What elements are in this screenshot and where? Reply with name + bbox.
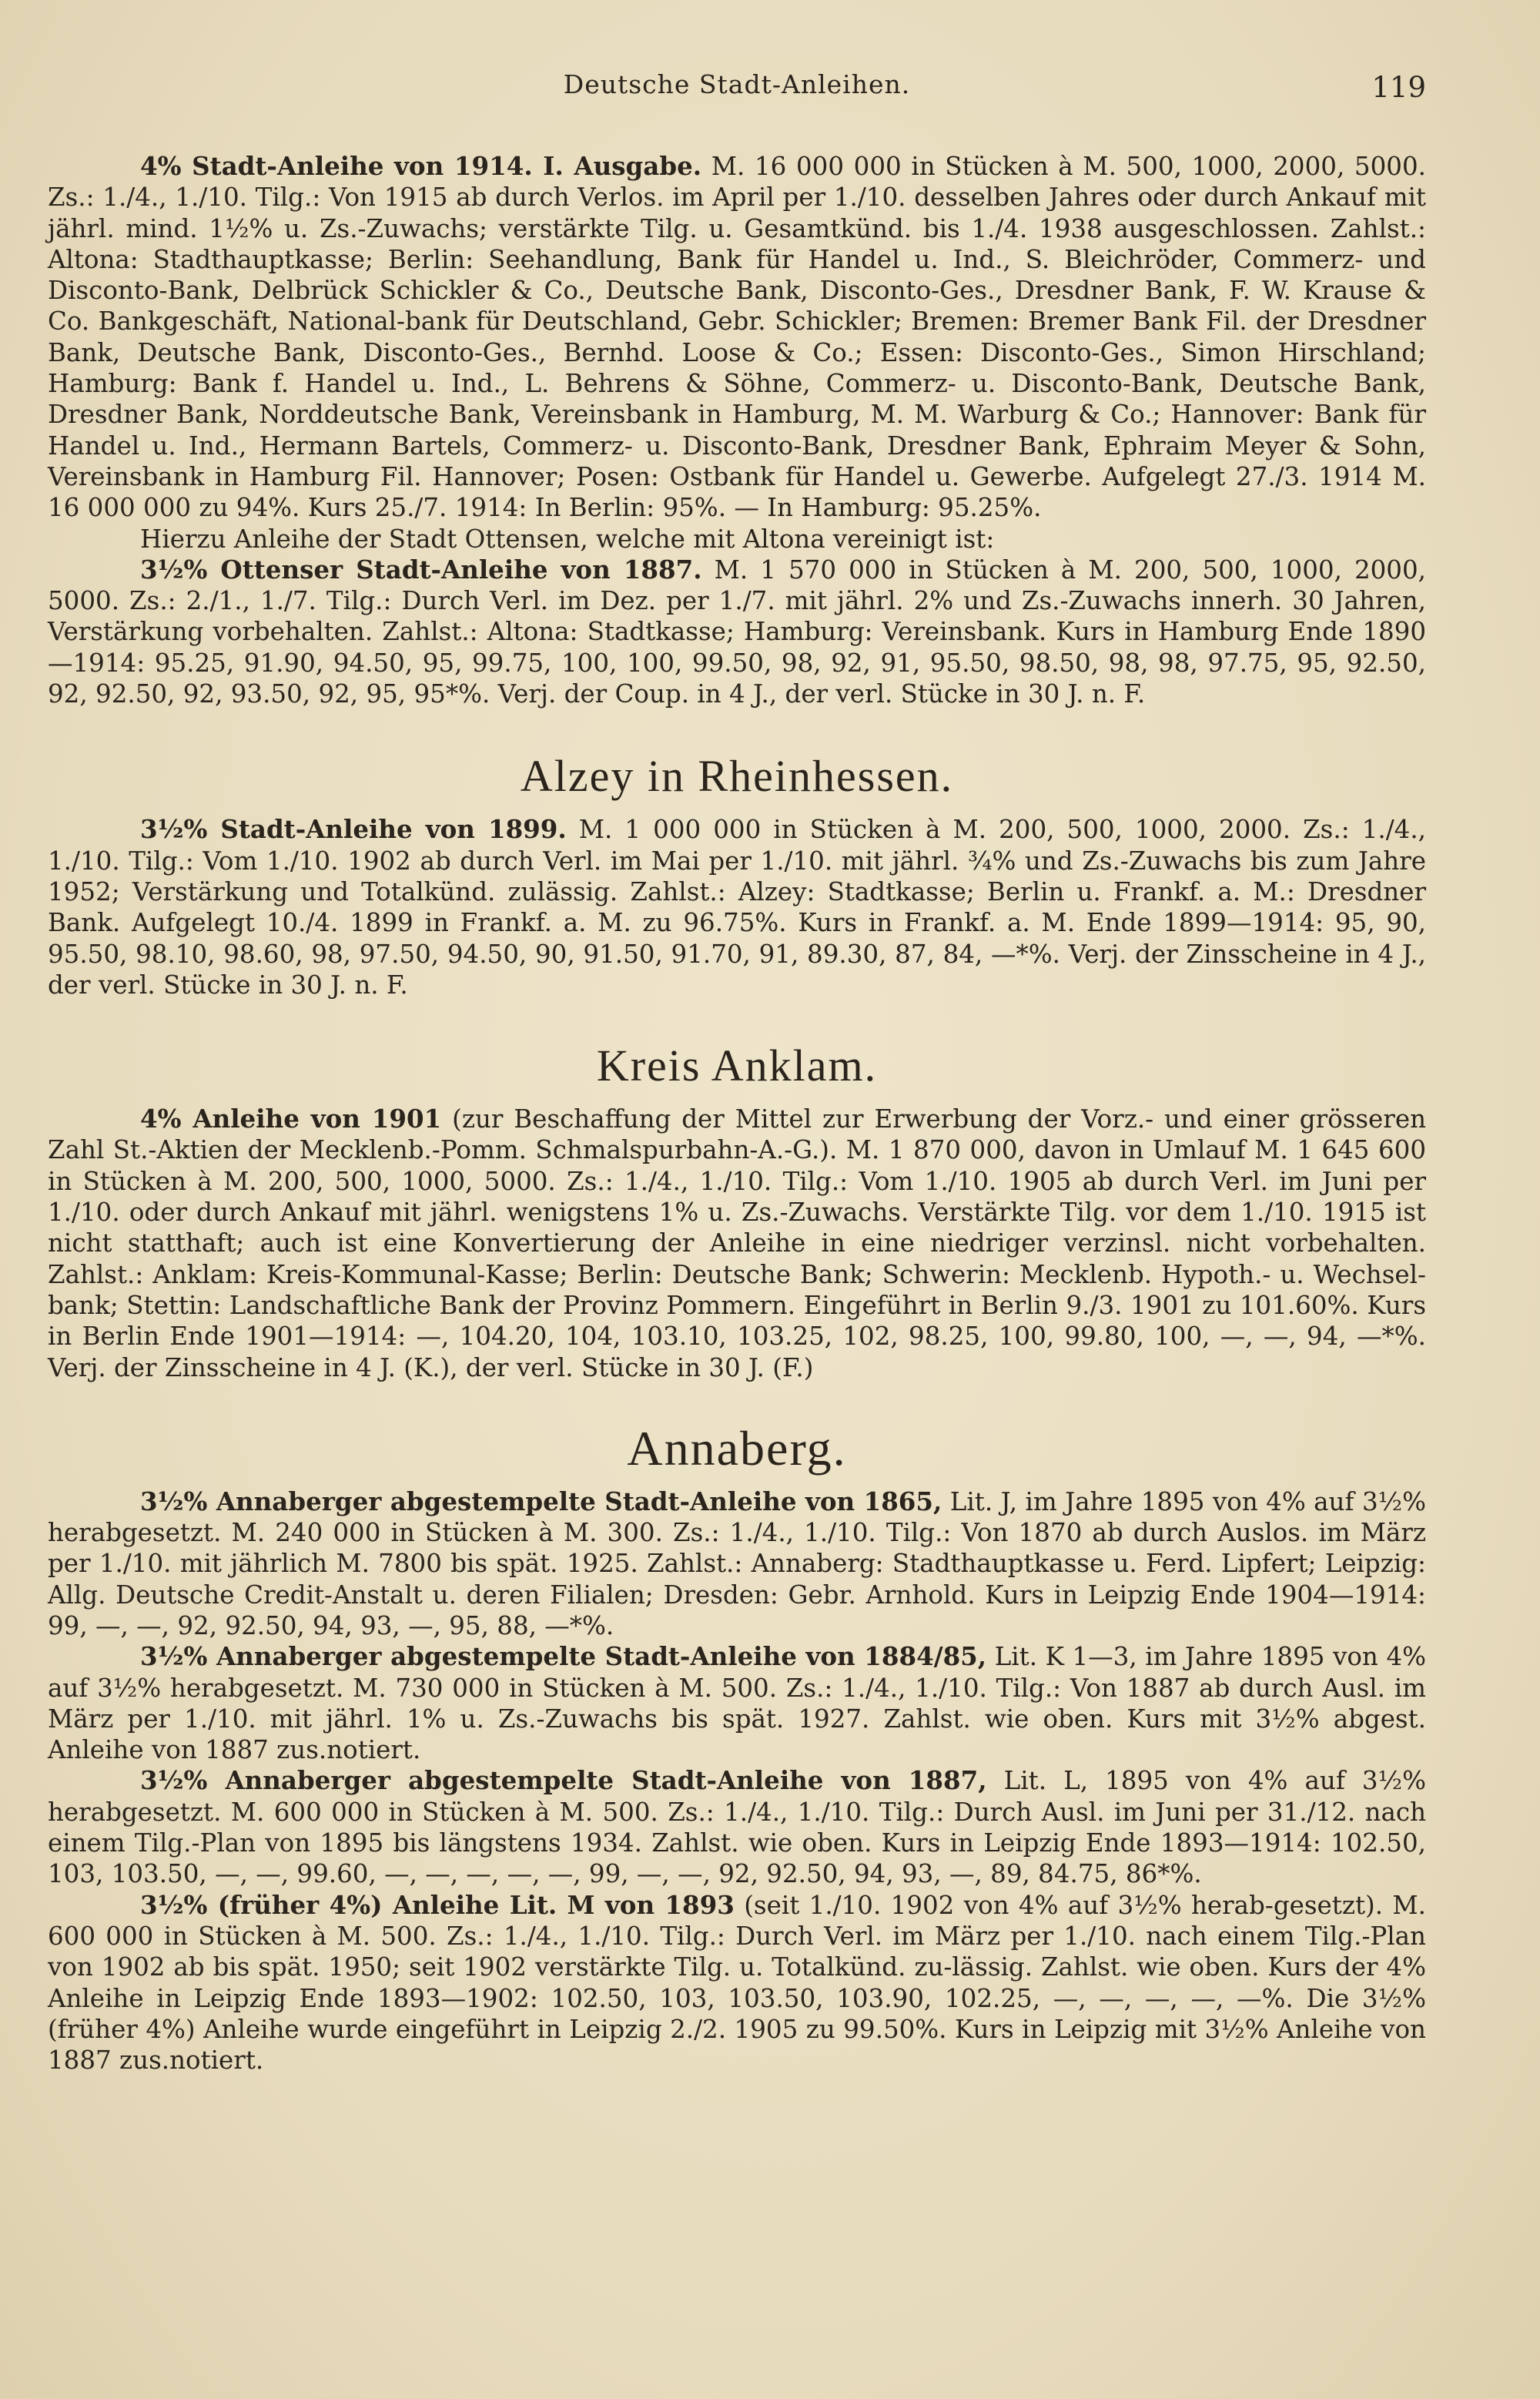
loan-title: 3½% Annaberger abgestempelte Stadt-Anleihe von 1884/85, (140, 1641, 987, 1672)
loan-entry-annaberg-1884 (48, 1641, 1426, 1765)
loan-entry-alzey-1899 (48, 814, 1426, 1000)
loan-title: 3½% Stadt-Anleihe von 1899. (140, 814, 567, 845)
loan-details: Lit. L, 1895 von 4% auf 3½% herabgesetzt. M. 600 000 in Stücken à M. 500. Zs.: 1./4., 1./10. Tilg.: Durch Ausl. im Juni per 31./12. nach einem Tilg.-Plan von 1895 bis längstens 1934. Zahlst. wie oben. Kurs in Leipzig Ende 1893—1914: 102.50, 103, 103.50, —, —, 99.60, —, —, —, —, —, 99, —, —, 92, 92.50, 94, 93, —, 89, 84.75, 86*%. (48, 1766, 1426, 1889)
loan-title: 3½% Ottenser Stadt-Anleihe von 1887. (140, 554, 702, 585)
loan-details: Lit. K 1—3, im Jahre 1895 von 4% auf 3½% herabgesetzt. M. 730 000 in Stücken à M. 500. Zs.: 1./4., 1./10. Tilg.: Von 1887 ab durch Ausl. im März per 1./10. mit jährl. 1% u. Zs.-Zuwachs bis spät. 1927. Zahlst. wie oben. Kurs mit 3½% abgest. Anleihe von 1887 zus.notiert. (48, 1642, 1427, 1765)
note-text: Hierzu Anleihe der Stadt Ottensen, welche mit Altona vereinigt ist: (140, 524, 995, 554)
loan-title: 4% Anleihe von 1901 (140, 1104, 442, 1134)
loan-title: 3½% (früher 4%) Anleihe Lit. M von 1893 (140, 1889, 735, 1920)
section-heading-anklam: Kreis Anklam. (596, 1040, 878, 1091)
loan-title: 3½% Annaberger abgestempelte Stadt-Anleihe von 1865, (140, 1486, 942, 1516)
section-heading-alzey: Alzey in Rheinhessen. (520, 751, 954, 802)
loan-entry-annaberg-1893 (48, 1890, 1426, 2076)
running-title: Deutsche Stadt-Anleihen. (563, 69, 911, 99)
loan-details: (seit 1./10. 1902 von 4% auf 3½% herab-gesetzt). M. 600 000 in Stücken à M. 500. Zs.: 1./4., 1./10. Tilg.: Durch Verl. im März per 1./10. nach einem Tilg.-Plan von 1902 ab bis spät. 1950; seit 1902 verstärkte Tilg. u. Totalkünd. zu-lässig. Zahlst. wie oben. Kurs der 4% Anleihe in Leipzig Ende 1893—1902: 102.50, 103, 103.50, 103.90, 102.25, —, —, —, —, —%. Die 3½% (früher 4%) Anleihe wurde eingeführt in Leipzig 2./2. 1905 zu 99.50%. Kurs in Leipzig mit 3½% Anleihe von 1887 zus.notiert. (48, 1890, 1426, 2076)
ottensen-note (48, 524, 1426, 555)
loan-entry-altona-1914 (48, 151, 1426, 524)
loan-details: M. 16 000 000 in Stücken à M. 500, 1000, 2000, 5000. Zs.: 1./4., 1./10. Tilg.: Von 1915 ab durch Verlos. im April per 1./10. desselben Jahres oder durch Ankauf mit jährl. mind. 1½% u. Zs.-Zuwachs; verstärkte Tilg. u. Gesamtkünd. bis 1./4. 1938 ausgeschlossen. Zahlst.: Altona: Stadthauptkasse; Berlin: Seehandlung, Bank für Handel u. Ind., S. Bleichröder, Commerz- und Disconto-Bank, Delbrück Schickler & Co., Deutsche Bank, Disconto-Ges., Dresdner Bank, F. W. Krause & Co. Bankgeschäft, National-bank für Deutschland, Gebr. Schickler; Bremen: Bremer Bank Fil. der Dresdner Bank, Deutsche Bank, Disconto-Ges., Bernhd. Loose & Co.; Essen: Disconto-Ges., Simon Hirschland; Hamburg: Bank f. Handel u. Ind., L. Behrens & Söhne, Commerz- u. Disconto-Bank, Deutsche Bank, Dresdner Bank, Norddeutsche Bank, Vereinsbank in Hamburg, M. M. Warburg & Co.; Hannover: Bank für Handel u. Ind., Hermann Bartels, Commerz- u. Disconto-Bank, Dresdner Bank, Ephraim Meyer & Sohn, Vereinsbank in Hamburg Fil. Hannover; Posen: Ostbank für Handel u. Gewerbe. Aufgelegt 27./3. 1914 M. 16 000 000 zu 94%. Kurs 25./7. 1914: In Berlin: 95%. — In Hamburg: 95.25%. (48, 152, 1426, 523)
section-heading-annaberg: Annaberg. (627, 1420, 847, 1476)
loan-title: 4% Stadt-Anleihe von 1914. I. Ausgabe. (140, 151, 702, 181)
loan-entry-annaberg-1887 (48, 1765, 1426, 1889)
loan-entry-anklam-1901 (48, 1104, 1426, 1383)
loan-entry-annaberg-1865 (48, 1486, 1426, 1641)
loan-entry-ottensen-1887 (48, 555, 1426, 709)
page-number: 119 (1371, 71, 1426, 104)
loan-details: M. 1 570 000 in Stücken à M. 200, 500, 1000, 2000, 5000. Zs.: 2./1., 1./7. Tilg.: Durch Verl. im Dez. per 1./7. mit jährl. 2% und Zs.-Zuwachs innerh. 30 Jahren, Verstärkung vorbehalten. Zahlst.: Altona: Stadtkasse; Hamburg: Vereinsbank. Kurs in Hamburg Ende 1890—1914: 95.25, 91.90, 94.50, 95, 99.75, 100, 100, 99.50, 98, 92, 91, 95.50, 98.50, 98, 98, 97.75, 95, 92.50, 92, 92.50, 92, 93.50, 92, 95, 95*%. Verj. der Coup. in 4 J., der verl. Stücke in 30 J. n. F. (48, 555, 1426, 709)
loan-details: (zur Beschaffung der Mittel zur Erwerbung der Vorz.- und einer grösseren Zahl St.-Aktien der Mecklenb.-Pomm. Schmalspurbahn-A.-G.). M. 1 870 000, davon in Umlauf M. 1 645 600 in Stücken à M. 200, 500, 1000, 5000. Zs.: 1./4., 1./10. Tilg.: Vom 1./10. 1905 ab durch Verl. im Juni per 1./10. oder durch Ankauf mit jährl. wenigstens 1% u. Zs.-Zuwachs. Verstärkte Tilg. vor dem 1./10. 1915 ist nicht statthaft; auch ist eine Konvertierung der Anleihe in eine niedriger verzinsl. nicht vorbehalten. Zahlst.: Anklam: Kreis-Kommunal-Kasse; Berlin: Deutsche Bank; Schwerin: Mecklenb. Hypoth.- u. Wechsel-bank; Stettin: Landschaftliche Bank der Provinz Pommern. Eingeführt in Berlin 9./3. 1901 zu 101.60%. Kurs in Berlin Ende 1901—1914: —, 104.20, 104, 103.10, 103.25, 102, 98.25, 100, 99.80, 100, —, —, 94, —*%. Verj. der Zinsscheine in 4 J. (K.), der verl. Stücke in 30 J. (F.) (48, 1104, 1426, 1382)
loan-title: 3½% Annaberger abgestempelte Stadt-Anleihe von 1887, (140, 1765, 987, 1796)
loan-details: Lit. J, im Jahre 1895 von 4% auf 3½% herabgesetzt. M. 240 000 in Stücken à M. 300. Zs.: 1./4., 1./10. Tilg.: Von 1870 ab durch Auslos. im März per 1./10. mit jährlich M. 7800 bis spät. 1925. Zahlst.: Annaberg: Stadthauptkasse u. Ferd. Lipfert; Leipzig: Allg. Deutsche Credit-Anstalt u. deren Filialen; Dresden: Gebr. Arnhold. Kurs in Leipzig Ende 1904—1914: 99, —, —, 92, 92.50, 94, 93, —, 95, 88, —*%. (48, 1486, 1427, 1640)
page-header (48, 69, 1426, 116)
loan-details: M. 1 000 000 in Stücken à M. 200, 500, 1000, 2000. Zs.: 1./4., 1./10. Tilg.: Vom 1./10. 1902 ab durch Verl. im Mai per 1./10. mit jährl. ¾% und Zs.-Zuwachs bis zum Jahre 1952; Verstärkung und Totalkünd. zulässig. Zahlst.: Alzey: Stadtkasse; Berlin u. Frankf. a. M.: Dresdner Bank. Aufgelegt 10./4. 1899 in Frankf. a. M. zu 96.75%. Kurs in Frankf. a. M. Ende 1899—1914: 95, 90, 95.50, 98.10, 98.60, 98, 97.50, 94.50, 90, 91.50, 91.70, 91, 89.30, 87, 84, —*%. Verj. der Zinsscheine in 4 J., der verl. Stücke in 30 J. n. F. (48, 815, 1426, 1000)
page-content (48, 151, 1426, 2076)
